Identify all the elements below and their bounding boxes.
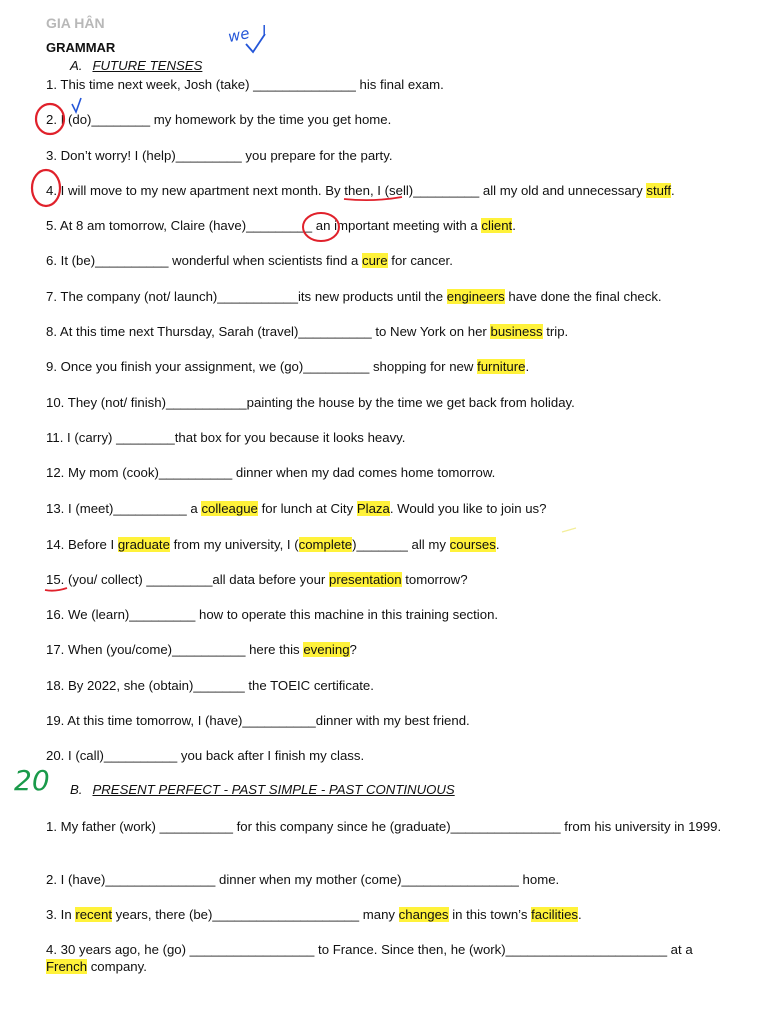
question-text: have done the final check. (504, 289, 662, 304)
highlighted-word: changes (398, 907, 449, 922)
highlighted-word: stuff (646, 183, 672, 198)
question-text: trip. (542, 324, 569, 339)
highlighted-word: French (46, 959, 88, 974)
question-text: 13. I (meet)__________ a (46, 501, 202, 516)
red-circle-q2 (36, 104, 64, 134)
question-text: 3. In (46, 907, 76, 922)
question-text: in this town’s (448, 907, 532, 922)
question-text: from my university, I ( (169, 537, 299, 552)
question-text: 6. It (be)__________ wonderful when scientists find a (46, 253, 362, 268)
handwritten-we: we (226, 23, 252, 47)
question-text: 20. I (call)__________ you back after I finish my class. (46, 748, 365, 763)
handwritten-score: 20 (14, 764, 50, 797)
section-a-letter: A. (70, 58, 83, 73)
highlighted-word: client (481, 218, 513, 233)
handwritten-i: I (262, 22, 267, 40)
highlighted-word: colleague (201, 501, 258, 516)
question-text: 12. My mom (cook)__________ dinner when my dad comes home tomorrow. (46, 465, 496, 480)
question-text: tomorrow? (401, 572, 468, 587)
question-text: 4. 30 years ago, he (go) _________________ to France. Since then, he (work)______________________ at a (46, 942, 697, 957)
author-name: GIA HÂN (46, 15, 105, 31)
highlighted-word: presentation (328, 572, 402, 587)
question-text: for cancer. (387, 253, 453, 268)
question-text: 14. Before I (46, 537, 118, 552)
question-text: 1. My father (work) __________ for this company since he (graduate)_______________ from his university in 1999. (46, 819, 722, 834)
question-text: 3. Don’t worry! I (help)_________ you prepare for the party. (46, 148, 393, 163)
question-text: 2. I (do)________ my homework by the time you get home. (46, 112, 392, 127)
highlighted-word: engineers (446, 289, 505, 304)
question-text: 7. The company (not/ launch)___________its new products until the (46, 289, 447, 304)
question-text: . (525, 359, 530, 374)
question-text: 19. At this time tomorrow, I (have)__________dinner with my best friend. (46, 713, 470, 728)
question-text: for lunch at City (257, 501, 357, 516)
page-heading: GRAMMAR (46, 40, 116, 55)
highlighted-word: facilities (531, 907, 579, 922)
question-text: . (671, 183, 675, 198)
highlighted-word: recent (75, 907, 112, 922)
red-underline-q15 (45, 588, 67, 591)
question-text: . (495, 537, 500, 552)
question-text: 9. Once you finish your assignment, we (go)_________ shopping for new (46, 359, 478, 374)
question-text: 10. They (not/ finish)___________painting the house by the time we get back from holiday. (46, 395, 575, 410)
question-text: 11. I (carry) ________that box for you because it looks heavy. (46, 430, 406, 445)
question-text: 16. We (learn)_________ how to operate this machine in this training section. (46, 607, 499, 622)
faint-mark (562, 528, 576, 532)
question-text: 15. (you/ collect) _________all data before your (46, 572, 329, 587)
question-text: . Would you like to join us? (389, 501, 547, 516)
question-text: years, there (be)____________________ many (111, 907, 399, 922)
highlighted-word: courses (449, 537, 496, 552)
section-a-title: FUTURE TENSES (92, 58, 203, 73)
question-text: 5. At 8 am tomorrow, Claire (have)_________ an important meeting with a (46, 218, 482, 233)
red-circle-q5-blank (303, 213, 339, 241)
question-text: 4. I will move to my new apartment next month. By then, I (sell)_________ all my old and unnecessary (46, 183, 647, 198)
section-b-title: PRESENT PERFECT - PAST SIMPLE - PAST CONTINUOUS (92, 782, 455, 797)
highlighted-word: business (490, 324, 543, 339)
blue-tick-q2 (72, 98, 81, 112)
question-text: 2. I (have)_______________ dinner when my mother (come)________________ home. (46, 872, 560, 887)
highlighted-word: evening (303, 642, 350, 657)
red-circle-q4 (32, 170, 60, 206)
highlighted-word: Plaza (356, 501, 390, 516)
highlighted-word: cure (361, 253, 388, 268)
highlighted-word: graduate (117, 537, 170, 552)
question-text: . (512, 218, 516, 233)
question-text: 17. When (you/come)__________ here this (46, 642, 304, 657)
question-text: ? (349, 642, 357, 657)
red-underline-by-then (344, 197, 402, 200)
section-b-letter: B. (70, 782, 83, 797)
question-text: 1. This time next week, Josh (take) ______________ his final exam. (46, 77, 444, 92)
question-text: 18. By 2022, she (obtain)_______ the TOEIC certificate. (46, 678, 374, 693)
question-text: )_______ all my (352, 537, 450, 552)
question-text: 8. At this time next Thursday, Sarah (travel)__________ to New York on her (46, 324, 491, 339)
question-text: . (578, 907, 582, 922)
highlighted-word: furniture (477, 359, 526, 374)
highlighted-word: complete (298, 537, 353, 552)
question-text: company. (87, 959, 147, 974)
